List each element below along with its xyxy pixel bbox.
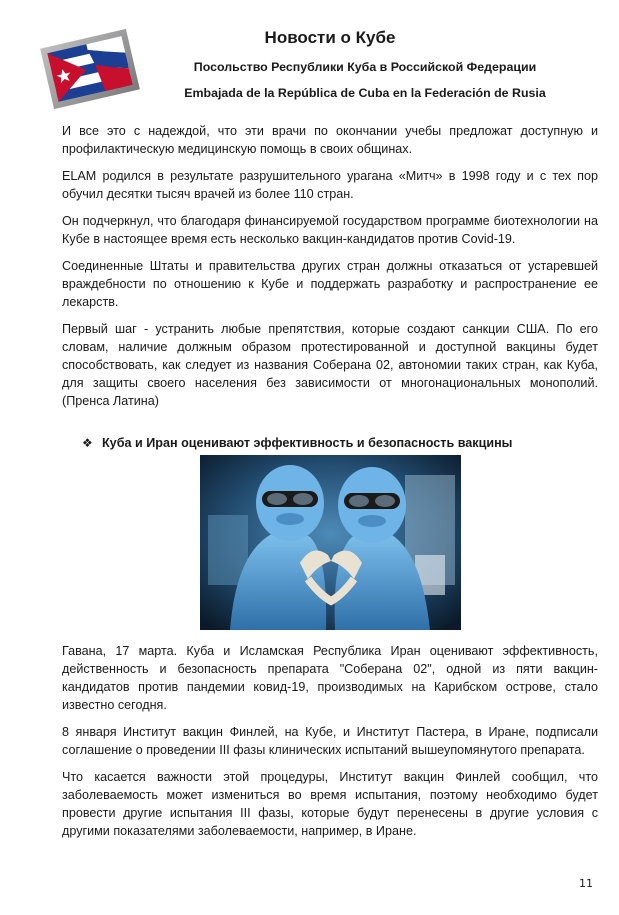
page-number: 11 xyxy=(579,877,593,890)
paragraph: 8 января Институт вакцин Финлей, на Кубе, и Институт Пастера, в Иране, подписали соглашение о проведении III фазы клинических испытаний вышеупомянутого препарата. xyxy=(62,725,598,757)
embassy-name-russian: Посольство Республики Куба в Российской Федерации xyxy=(193,60,537,74)
paragraph: Соединенные Штаты и правительства других стран должны отказаться от устаревшей враждебности по отношению к Кубе и поддержать разработку и распространение ее лекарств. xyxy=(62,259,598,309)
article-heading-text: Куба и Иран оценивают эффективность и безопасность вакцины xyxy=(102,436,513,450)
paragraph: ELAM родился в результате разрушительного урагана «Митч» в 1998 году и с тех пор обучил десятки тысяч врачей из более 110 стран. xyxy=(62,169,598,201)
paragraph: Первый шаг - устранить любые препятствия, которые создают санкции США. По его словам, наличие должным образом протестированной и доступной вакцины будет способствовать, как следует из названия Соберана 02, автономии таких стран, как Куба, для защиты своего населения без зависимости от многонациональных монополий. (Пренса Латина) xyxy=(62,322,598,408)
article-body-1 xyxy=(62,122,598,419)
diamond-bullet-icon: ❖ xyxy=(82,436,93,450)
cuba-russia-flag-icon xyxy=(36,28,144,110)
embassy-name-spanish: Embajada de la República de Cuba en la Federación de Rusia xyxy=(184,86,546,100)
page-title: Новости о Кубе xyxy=(264,28,396,47)
paragraph: Гавана, 17 марта. Куба и Исламская Республика Иран оценивают эффективность, действенность и безопасность препарата "Соберана 02", одной из пяти вакцин-кандидатов против пандемии ковид-19, производимых на Карибском острове, стало известно сегодня. xyxy=(62,644,598,712)
paragraph: Что касается важности этой процедуры, Институт вакцин Финлей сообщил, что заболеваемость может измениться во время испытания, поэтому необходимо будет провести другие испытания III фазы, которые будут перенесены в другие условия с другими показателями заболеваемости, например, в Иране. xyxy=(62,770,598,838)
paragraph: Он подчеркнул, что благодаря финансируемой государством программе биотехнологии на Кубе в настоящее время есть несколько вакцин-кандидатов против Covid-19. xyxy=(62,214,598,246)
paragraph: И все это с надеждой, что эти врачи по окончании учебы предложат доступную и профилактическую медицинскую помощь в своих общинах. xyxy=(62,124,598,156)
article-heading xyxy=(82,436,582,450)
article-body-2 xyxy=(62,642,598,849)
lab-scientists-photo xyxy=(200,455,461,630)
